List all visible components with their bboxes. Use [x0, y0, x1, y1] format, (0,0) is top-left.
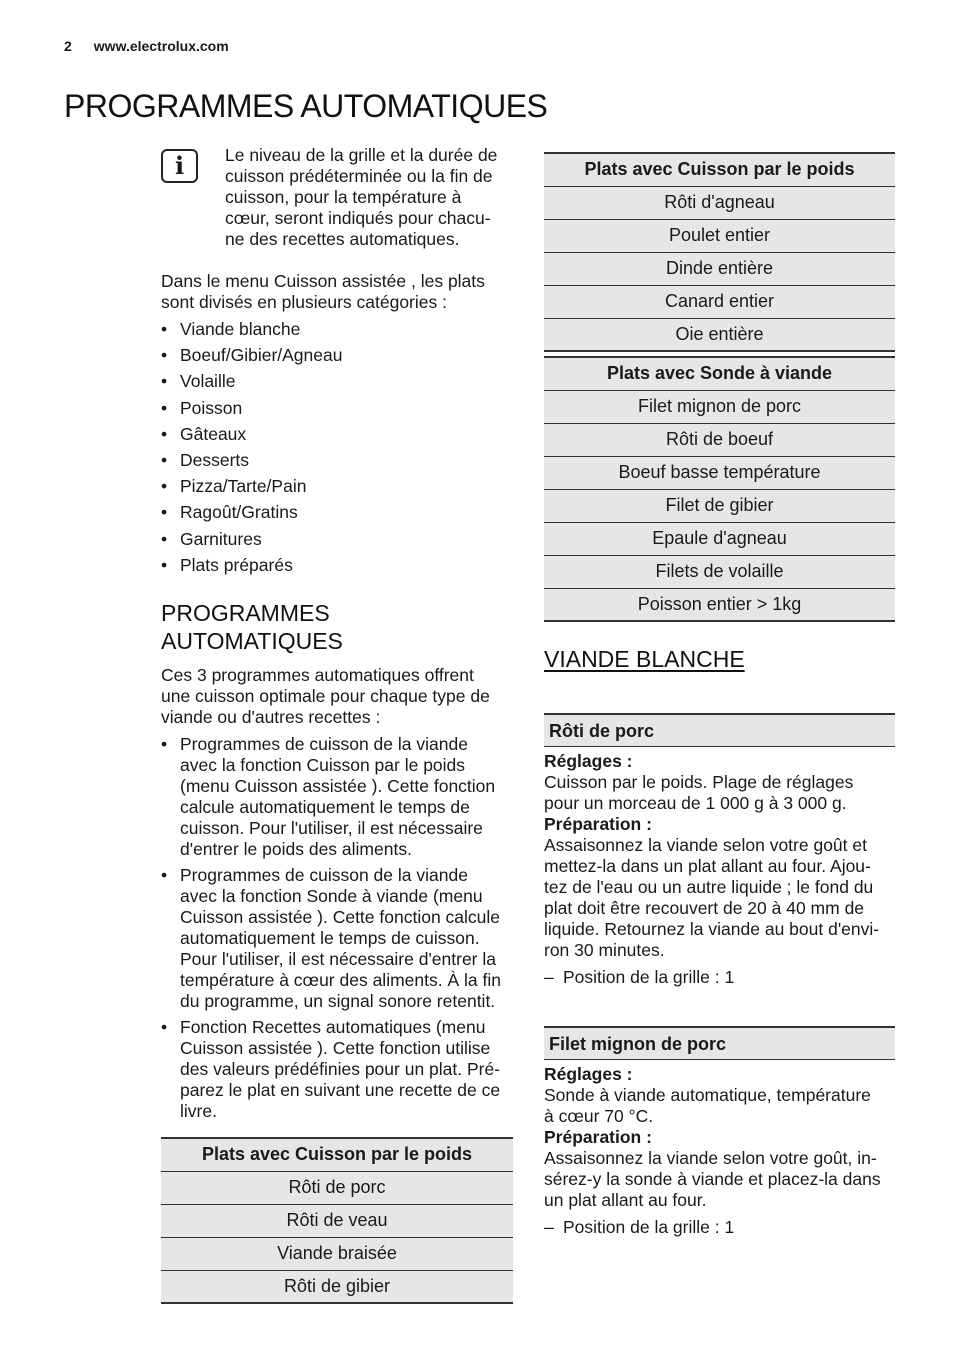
program-line: cuisson. Pour l'utiliser, il est nécessaire — [180, 817, 483, 838]
table-row: Oie entière — [544, 318, 895, 351]
category-item: • Pizza/Tarte/Pain — [161, 476, 513, 497]
category-item: • Boeuf/Gibier/Agneau — [161, 345, 513, 366]
settings-line: Cuisson par le poids. Plage de réglages — [544, 772, 854, 792]
info-note — [161, 145, 513, 250]
program-item — [161, 865, 513, 1012]
program-list — [161, 734, 513, 1122]
intro-line: sont divisés en plusieurs catégories : — [161, 292, 447, 312]
prep-line: Assaisonnez la viande selon votre goût et — [544, 835, 867, 855]
info-line: cuisson prédéterminée ou la fin de — [225, 166, 493, 186]
table-row: Rôti de porc — [161, 1171, 513, 1204]
table-row: Boeuf basse température — [544, 456, 895, 489]
category-item: • Garnitures — [161, 529, 513, 550]
program-line: • Programmes de cuisson de la viande — [180, 733, 468, 754]
program-line: du programme, un signal sonore retentit. — [180, 990, 496, 1011]
table-header: Plats avec Cuisson par le poids — [544, 153, 895, 186]
subsection-title-line: AUTOMATIQUES — [161, 627, 343, 654]
table-row: Rôti de veau — [161, 1204, 513, 1237]
info-line: ne des recettes automatiques. — [225, 229, 460, 249]
program-line: avec la fonction Cuisson par le poids — [180, 754, 466, 775]
table-row: Filet mignon de porc — [544, 390, 895, 423]
table-row: Rôti d'agneau — [544, 186, 895, 219]
table-row: Viande braisée — [161, 1237, 513, 1270]
left-column — [161, 271, 513, 1127]
page-header — [64, 38, 229, 54]
program-line: des valeurs prédéfinies pour un plat. Pré- — [180, 1058, 501, 1079]
subsection-intro-line: une cuisson optimale pour chaque type de — [161, 685, 490, 706]
program-line: Cuisson assistée ). Cette fonction utilise — [180, 1037, 491, 1058]
table-row: Epaule d'agneau — [544, 522, 895, 555]
settings-line: à cœur 70 °C. — [544, 1106, 654, 1126]
category-item: • Poisson — [161, 398, 513, 419]
program-line: parez le plat en suivant une recette de ce — [180, 1079, 501, 1100]
category-item: • Ragoût/Gratins — [161, 502, 513, 523]
prep-line: mettez-la dans un plat allant au four. Ajou- — [544, 856, 871, 876]
subsection-title-line: PROGRAMMES — [161, 599, 330, 626]
page-title: PROGRAMMES AUTOMATIQUES — [64, 88, 548, 124]
category-item: • Gâteaux — [161, 424, 513, 445]
category-item: • Plats préparés — [161, 555, 513, 576]
program-line: calcule automatiquement le temps de — [180, 796, 470, 817]
table-row: Filet de gibier — [544, 489, 895, 522]
category-item: • Desserts — [161, 450, 513, 471]
rack-position: – Position de la grille : 1 — [544, 967, 895, 988]
settings-line: Sonde à viande automatique, température — [544, 1085, 871, 1105]
prep-line: plat doit être recouvert de 20 à 40 mm de — [544, 898, 865, 918]
weight-dish-table — [544, 152, 895, 352]
table-row: Poisson entier > 1kg — [544, 588, 895, 621]
table-row: Canard entier — [544, 285, 895, 318]
intro-paragraph — [161, 271, 513, 313]
section-title: VIANDE BLANCHE — [544, 646, 745, 672]
table-header: Plats avec Cuisson par le poids — [161, 1138, 513, 1171]
prep-line: Assaisonnez la viande selon votre goût, in- — [544, 1148, 877, 1168]
table-row: Dinde entière — [544, 252, 895, 285]
program-line: d'entrer le poids des aliments. — [180, 838, 412, 859]
info-line: Le niveau de la grille et la durée de — [225, 145, 498, 165]
probe-dish-table — [544, 356, 895, 622]
info-icon: i — [161, 149, 198, 183]
recipe-card — [544, 1026, 895, 1238]
info-line: cœur, seront indiqués pour chacu- — [225, 208, 491, 228]
table-header: Plats avec Sonde à viande — [544, 357, 895, 390]
table-row: Rôti de gibier — [161, 1270, 513, 1303]
intro-line: Dans le menu Cuisson assistée , les plats — [161, 271, 485, 291]
right-column — [544, 152, 895, 1238]
subsection-intro — [161, 665, 513, 728]
program-line: • Programmes de cuisson de la viande — [180, 864, 468, 885]
category-list — [161, 319, 513, 576]
settings-label: Réglages : — [544, 1064, 633, 1084]
recipe-card — [544, 713, 895, 988]
program-line: Pour l'utiliser, il est nécessaire d'entrer la — [180, 948, 496, 969]
table-row: Rôti de boeuf — [544, 423, 895, 456]
settings-line: pour un morceau de 1 000 g à 3 000 g. — [544, 793, 847, 813]
info-line: cuisson, pour la température à — [225, 187, 462, 207]
info-text — [225, 145, 515, 250]
table-row: Filets de volaille — [544, 555, 895, 588]
category-item: • Volaille — [161, 371, 513, 392]
program-line: livre. — [180, 1100, 217, 1121]
recipe-title: Filet mignon de porc — [544, 1026, 895, 1060]
settings-label: Réglages : — [544, 751, 633, 771]
program-line: Cuisson assistée ). Cette fonction calcule — [180, 906, 501, 927]
subsection-intro-line: Ces 3 programmes automatiques offrent — [161, 664, 474, 685]
prep-label: Préparation : — [544, 814, 652, 834]
program-line: avec la fonction Sonde à viande (menu — [180, 885, 483, 906]
prep-line: sérez-y la sonde à viande et placez-la dans — [544, 1169, 881, 1189]
left-dish-table — [161, 1137, 513, 1304]
program-line: (menu Cuisson assistée ). Cette fonction — [180, 775, 496, 796]
subsection-intro-line: viande ou d'autres recettes : — [161, 706, 381, 727]
website-url[interactable]: www.electrolux.com — [93, 38, 229, 54]
recipe-title: Rôti de porc — [544, 713, 895, 747]
subsection-title — [161, 599, 513, 655]
prep-line: ron 30 minutes. — [544, 940, 665, 960]
program-item — [161, 734, 513, 860]
prep-line: tez de l'eau ou un autre liquide ; le fond du — [544, 877, 874, 897]
program-line: • Fonction Recettes automatiques (menu — [180, 1016, 486, 1037]
prep-line: un plat allant au four. — [544, 1190, 707, 1210]
program-line: automatiquement le temps de cuisson. — [180, 927, 480, 948]
prep-line: liquide. Retournez la viande au bout d'envi- — [544, 919, 880, 939]
program-item — [161, 1017, 513, 1122]
category-item: • Viande blanche — [161, 319, 513, 340]
rack-position: – Position de la grille : 1 — [544, 1217, 895, 1238]
page-number: 2 — [64, 38, 72, 54]
program-line: température à cœur des aliments. À la fin — [180, 969, 501, 990]
table-row: Poulet entier — [544, 219, 895, 252]
prep-label: Préparation : — [544, 1127, 652, 1147]
